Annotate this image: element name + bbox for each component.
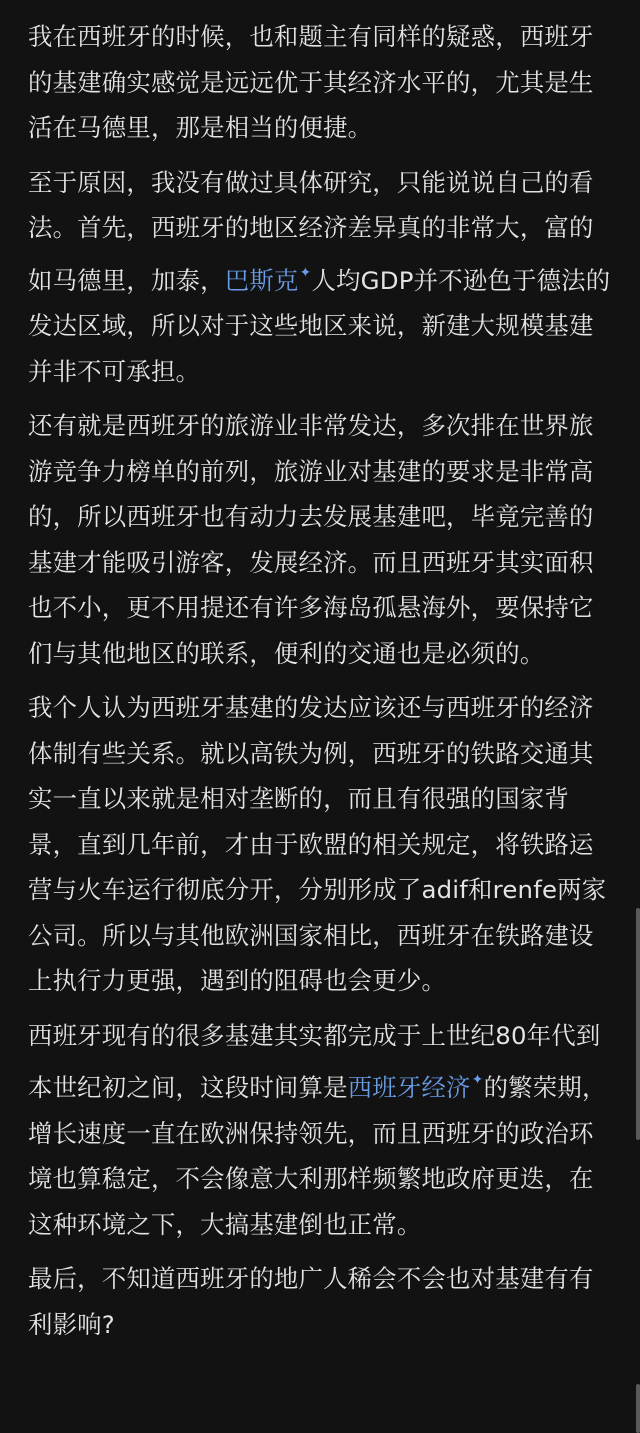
link-text[interactable]: 西班牙经济 — [347, 1073, 471, 1102]
paragraph-text: 我个人认为西班牙基建的发达应该还与西班牙的经济体制有些关系。就以高铁为例，西班牙的铁路交通其实一直以来就是相对垄断的，而且有很强的国家背景，直到几年前，才由于欧盟的相关规定，将铁路运营与火车运行彻底分开，分别形成了adif和renfe两家公司。所以与其他欧洲国家相比，西班牙在铁路建设上执行力更强，遇到的阻碍也会更少。 — [28, 693, 607, 995]
keyword-link-basque[interactable] — [225, 266, 312, 295]
scrollbar-thumb-secondary[interactable] — [636, 1384, 640, 1433]
sparkle-icon: ✦ — [471, 1072, 484, 1088]
paragraph-text: 还有就是西班牙的旅游业非常发达，多次排在世界旅游竞争力榜单的前列，旅游业对基建的要求是非常高的，所以西班牙也有动力去发展基建吧，毕竟完善的基建才能吸引游客，发展经济。而且西班牙其实面积也不小，更不用提还有许多海岛孤悬海外，要保持它们与其他地区的联系，便利的交通也是必须的。 — [28, 411, 594, 668]
paragraph-text: 的繁荣期，增长速度一直在欧洲保持领先，而且西班牙的政治环境也算稳定，不会像意大利那样频繁地政府更迭，在这种环境之下，大搞基建倒也正常。 — [28, 1073, 607, 1239]
paragraph-text: 至于原因，我没有做过具体研究，只能说说自己的看法。首先，西班牙的地区经济差异真的非常大，富的如马德里，加泰， — [28, 167, 594, 295]
paragraph-text: 西班牙现有的很多基建其实都完成于上世纪80年代到本世纪初之间，这段时间算是 — [28, 1020, 601, 1102]
paragraph-text: 最后，不知道西班牙的地广人稀会不会也对基建有有利影响? — [28, 1264, 594, 1339]
sparkle-icon: ✦ — [299, 264, 312, 281]
paragraph-6 — [28, 1256, 618, 1347]
paragraph-2 — [28, 160, 618, 395]
answer-body — [28, 14, 618, 1356]
paragraph-text: 我在西班牙的时候，也和题主有同样的疑惑，西班牙的基建确实感觉是远远优于其经济水平的，尤其是生活在马德里，那是相当的便捷。 — [28, 22, 594, 142]
paragraph-text: 人均GDP并不逊色于德法的发达区域，所以对于这些地区来说，新建大规模基建并非不可承担。 — [28, 265, 611, 386]
paragraph-5 — [28, 1013, 618, 1248]
scrollbar-thumb[interactable] — [636, 908, 640, 1140]
link-text[interactable]: 巴斯克 — [224, 265, 299, 295]
keyword-link-spanish-economy[interactable] — [348, 1073, 484, 1102]
paragraph-3 — [28, 403, 618, 676]
paragraph-1 — [28, 14, 618, 151]
paragraph-4 — [28, 685, 618, 1004]
